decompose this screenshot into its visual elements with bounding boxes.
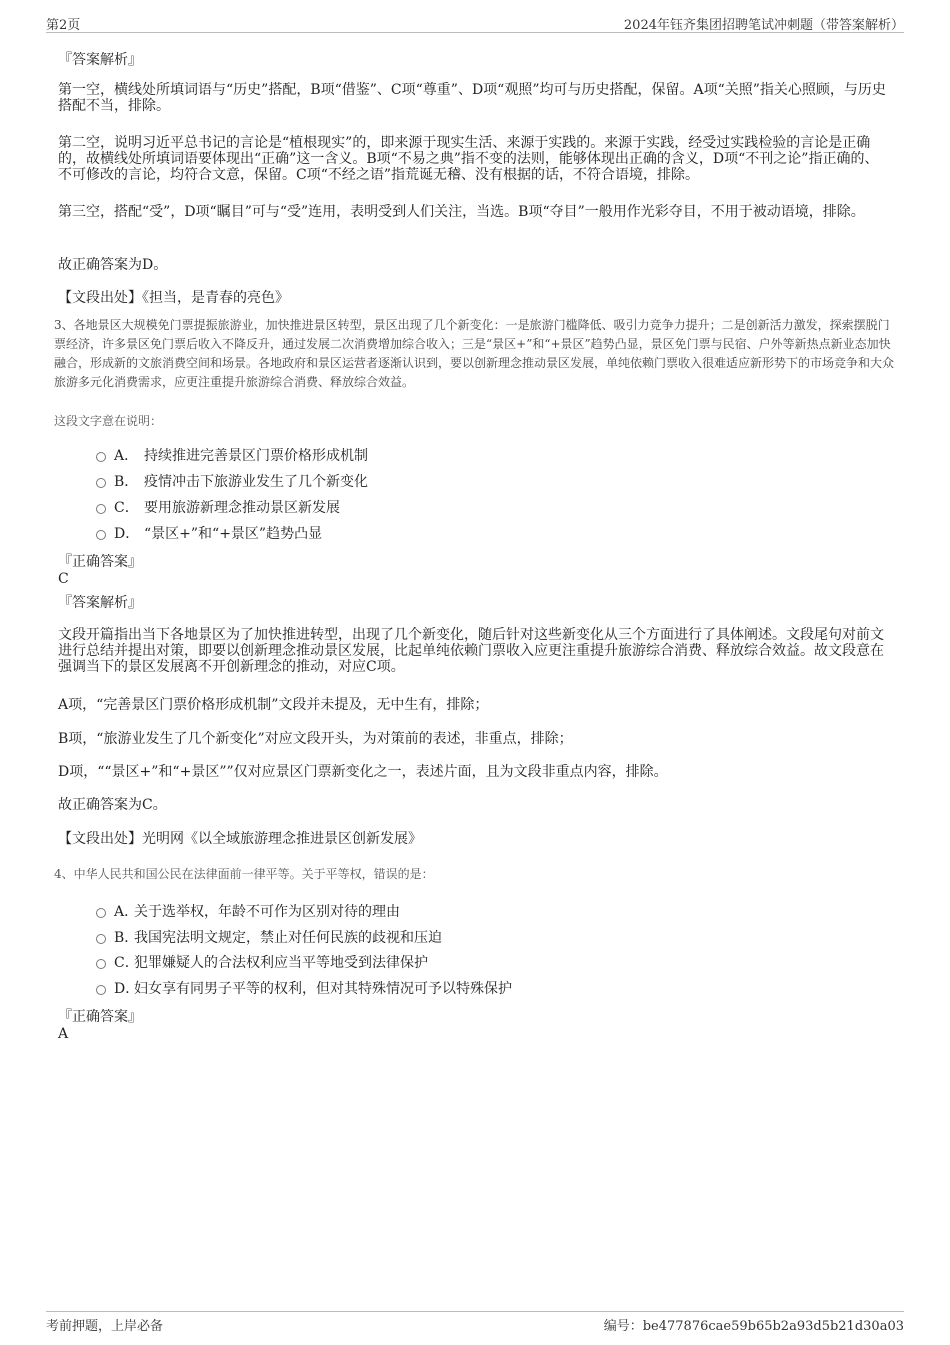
- option-letter: C．: [114, 955, 139, 971]
- analysis-conclusion: 故正确答案为C。: [58, 797, 167, 813]
- header-divider: [46, 32, 904, 33]
- option-text: 犯罪嫌疑人的合法权利应当平等地受到法律保护: [134, 955, 428, 971]
- analysis-paragraph-3: B项，“旅游业发生了几个新变化”对应文段开头，为对策前的表述，非重点，排除；: [58, 731, 573, 747]
- option-letter: C．: [114, 500, 139, 516]
- analysis-conclusion: 故正确答案为D。: [58, 257, 168, 273]
- analysis-paragraph-2: 第二空，说明习近平总书记的言论是“植根现实”的，即来源于现实生活、来源于实践的。来源于实践，经受过实践检验的言论是正确的，故横线处所填词语要体现出“正确”这一含义。B项“不易之典”指不变的法则，能够体现出正确的含义，D项“不刊之论”指正确的、不可修改的言论，均符合文意，保留。C项“不经之语”指荒诞无稽、没有根据的话，不符合语境，排除。: [58, 135, 879, 183]
- radio-icon[interactable]: [96, 934, 106, 944]
- question-4-stem: 4、中华人民共和国公民在法律面前一律平等。关于平等权，错误的是：: [54, 867, 434, 881]
- page-number: 第2页: [46, 18, 81, 33]
- option-letter: D．: [114, 526, 140, 542]
- option-d[interactable]: [96, 523, 322, 543]
- document-title: 2024年钰齐集团招聘笔试冲刺题（带答案解析）: [623, 18, 904, 33]
- radio-icon[interactable]: [96, 504, 106, 514]
- analysis-paragraph-1: 第一空，横线处所填词语与“历史”搭配，B项“借鉴”、C项“尊重”、D项“观照”均可与历史搭配，保留。A项“关照”指关心照顾，与历史搭配不当，排除。: [58, 82, 886, 114]
- correct-answer-label: 『正确答案』: [58, 1009, 142, 1025]
- analysis-paragraph-1: 文段开篇指出当下各地景区为了加快推进转型，出现了几个新变化，随后针对这些新变化从三个方面进行了具体阐述。文段尾句对前文进行总结并提出对策，即要以创新理念推动景区发展，比起单纯依赖门票收入应更注重提升旅游综合消费、释放综合效益。故文段意在强调当下的景区发展离不开创新理念的推动，对应C项。: [58, 627, 884, 675]
- analysis-paragraph-3: 第三空，搭配“受”，D项“瞩目”可与“受”连用，表明受到人们关注，当选。B项“夺目”一般用作光彩夺目，不用于被动语境，排除。: [58, 204, 865, 220]
- radio-icon[interactable]: [96, 530, 106, 540]
- correct-answer-label: 『正确答案』: [58, 554, 142, 570]
- question-3-text: 3、各地景区大规模免门票提振旅游业，加快推进景区转型，景区出现了几个新变化：一是旅游门槛降低、吸引力竞争力提升；二是创新活力激发，探索摆脱门票经济，许多景区免门票后收入不降反升，通过发展二次消费增加综合收入；三是“景区+”和“+景区”趋势凸显，景区免门票与民宿、户外等新热点新业态加快融合，形成新的文旅消费空间和场景。各地政府和景区运营者逐渐认识到，要以创新理念推动景区发展，单纯依赖门票收入很难适应新形势下的市场竞争和大众旅游多元化消费需求，应更注重提升旅游综合消费、释放综合效益。: [54, 318, 895, 389]
- footer-slogan: 考前押题，上岸必备: [46, 1319, 164, 1334]
- analysis-label: 『答案解析』: [58, 595, 142, 611]
- option-c[interactable]: [96, 497, 340, 517]
- option-b[interactable]: [96, 471, 368, 491]
- question-3-stem: 这段文字意在说明：: [54, 414, 163, 428]
- source-citation: 【文段出处】光明网《以全域旅游理念推进景区创新发展》: [58, 831, 422, 847]
- analysis-label: 『答案解析』: [58, 52, 142, 68]
- analysis-paragraph-2: A项，“完善景区门票价格形成机制”文段并未提及，无中生有，排除；: [58, 697, 489, 713]
- radio-icon[interactable]: [96, 452, 106, 462]
- option-text: 疫情冲击下旅游业发生了几个新变化: [144, 474, 368, 490]
- option-letter: A．: [114, 448, 139, 464]
- radio-icon[interactable]: [96, 478, 106, 488]
- footer-divider: [46, 1311, 904, 1312]
- option-text: 关于选举权，年龄不可作为区别对待的理由: [134, 904, 400, 920]
- option-d[interactable]: [96, 978, 512, 998]
- option-a[interactable]: [96, 901, 400, 921]
- source-citation: 【文段出处】《担当，是青春的亮色》: [58, 290, 289, 306]
- option-text: 要用旅游新理念推动景区新发展: [144, 500, 340, 516]
- option-letter: B．: [114, 930, 139, 946]
- option-letter: D．: [114, 981, 140, 997]
- radio-icon[interactable]: [96, 985, 106, 995]
- option-text: “景区+”和“+景区”趋势凸显: [144, 526, 323, 542]
- option-c[interactable]: [96, 952, 428, 972]
- option-text: 我国宪法明文规定，禁止对任何民族的歧视和压迫: [134, 930, 442, 946]
- option-a[interactable]: [96, 445, 368, 465]
- option-text: 持续推进完善景区门票价格形成机制: [144, 448, 368, 464]
- option-text: 妇女享有同男子平等的权利，但对其特殊情况可予以特殊保护: [134, 981, 512, 997]
- option-letter: A．: [114, 904, 139, 920]
- correct-answer: A: [58, 1026, 69, 1042]
- option-letter: B．: [114, 474, 139, 490]
- analysis-paragraph-4: D项，““景区+”和“+景区””仅对应景区门票新变化之一，表述片面，且为文段非重点内容，排除。: [58, 764, 668, 780]
- radio-icon[interactable]: [96, 959, 106, 969]
- option-b[interactable]: [96, 927, 442, 947]
- document-code: 编号：be477876cae59b65b2a93d5b21d30a03: [603, 1319, 904, 1334]
- radio-icon[interactable]: [96, 908, 106, 918]
- correct-answer: C: [58, 571, 69, 587]
